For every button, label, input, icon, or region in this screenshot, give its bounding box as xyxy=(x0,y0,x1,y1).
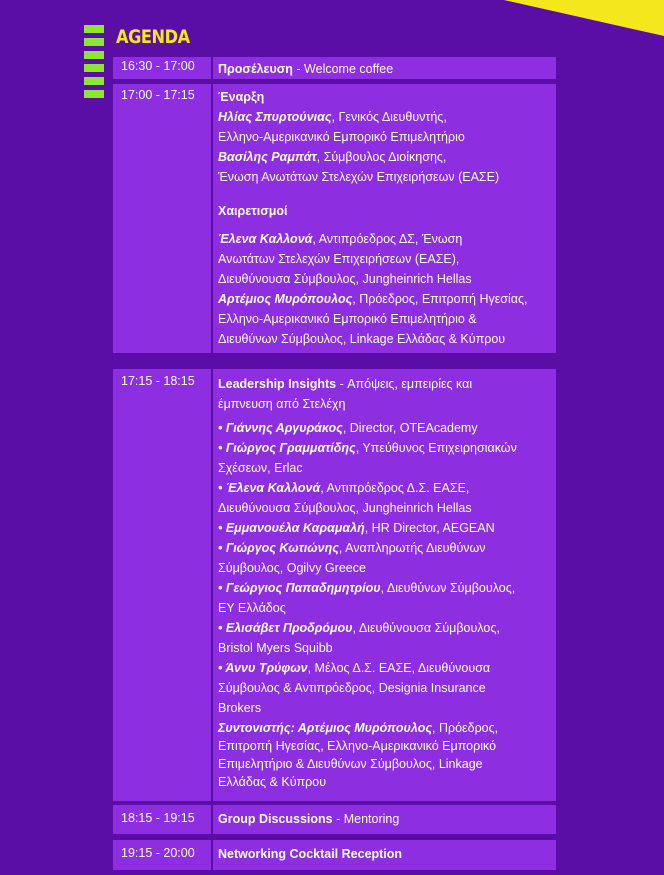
speaker-role-cont: Ελληνο-Αμερικανικό Εμπορικό Επιμελητήριο & xyxy=(218,312,477,326)
moderator-role-cont: Ελλάδας & Κύπρου xyxy=(218,775,327,789)
moderator-role-cont: Επιμελητήριο & Διευθύνων Σύμβουλος, Linkage xyxy=(218,757,483,771)
agenda-row xyxy=(113,805,556,834)
session-title: Networking Cocktail Reception xyxy=(218,847,403,861)
agenda-row xyxy=(113,57,556,79)
row-content xyxy=(213,805,556,834)
agenda-row xyxy=(113,84,556,353)
speaker-role-cont: Διευθύνουσα Σύμβουλος, Jungheinrich Hellas xyxy=(218,272,472,286)
speaker-role: , Αντιπρόεδρος Δ.Σ. ΕΑΣΕ, xyxy=(320,481,470,495)
speaker-name: Βασίλης Ραμπάτ xyxy=(218,150,317,164)
session-subtitle: - Mentoring xyxy=(332,812,400,826)
speaker-role-cont: EY Ελλάδος xyxy=(218,601,286,615)
speaker-role: , HR Director, AEGEAN xyxy=(364,521,495,535)
speaker-name: • Εμμανουέλα Καραμαλή xyxy=(218,521,365,535)
greetings-title: Χαιρετισμοί xyxy=(218,204,288,218)
speaker-name: • Γιώργος Γραμματίδης xyxy=(218,441,356,455)
speaker-role-cont: Σύμβουλος, Ogilvy Greece xyxy=(218,561,366,575)
speaker-role-cont: Bristol Myers Squibb xyxy=(218,641,333,655)
session-title: Προσέλευση xyxy=(218,62,293,76)
speaker-name: Ηλίας Σπυρτούνιας xyxy=(218,110,332,124)
row-time: 18:15 - 19:15 xyxy=(113,805,211,834)
moderator-role-cont: Επιτροπή Ηγεσίας, Ελληνο-Αμερικανικό Εμπορικό xyxy=(218,739,497,753)
corner-decoration xyxy=(384,0,664,40)
row-time: 17:15 - 18:15 xyxy=(113,369,211,801)
speaker-name: • Γιάννης Αργυράκος xyxy=(218,421,343,435)
session-title: Group Discussions xyxy=(218,812,333,826)
speaker-name: • Γεώργιος Παπαδημητρίου xyxy=(218,581,381,595)
speaker-role-cont: Σύμβουλος & Αντιπρόεδρος, Designia Insurance xyxy=(218,681,486,695)
agenda-row xyxy=(113,369,556,801)
speaker-name: • Ελισάβετ Προδρόμου xyxy=(218,621,353,635)
row-content xyxy=(213,57,556,79)
speaker-role: , Αναπληρωτής Διευθύνων xyxy=(338,541,486,555)
speaker-role: , Διευθύνων Σύμβουλος, xyxy=(380,581,516,595)
speaker-role: , Μέλος Δ.Σ. ΕΑΣΕ, Διευθύνουσα xyxy=(307,661,491,675)
green-bars-decoration xyxy=(84,25,104,103)
speaker-role: , Σύμβουλος Διοίκησης, xyxy=(316,150,447,164)
session-title: Leadership Insights xyxy=(218,377,337,391)
speaker-role: , Υπεύθυνος Επιχειρησιακών xyxy=(355,441,517,455)
speaker-role-cont: Ελληνο-Αμερικανικό Εμπορικό Επιμελητήριο xyxy=(218,130,465,144)
speaker-name: • Άννυ Τρύφων xyxy=(218,661,308,675)
session-subtitle: - Welcome coffee xyxy=(292,62,394,76)
session-subtitle: - Απόψεις, εμπειρίες και xyxy=(336,377,473,391)
speaker-role: , Διευθύνουσα Σύμβουλος, xyxy=(352,621,500,635)
speaker-role: , Αντιπρόεδρος ΔΣ, Ένωση xyxy=(312,232,463,246)
session-subtitle-cont: έμπνευση από Στελέχη xyxy=(218,397,346,411)
row-time: 19:15 - 20:00 xyxy=(113,840,211,870)
speaker-role-cont: Ανωτάτων Στελεχών Επιχειρήσεων (ΕΑΣΕ), xyxy=(218,252,460,266)
speaker-name: • Έλενα Καλλονά xyxy=(218,481,321,495)
speaker-role: , Γενικός Διευθυντής, xyxy=(331,110,447,124)
row-time: 16:30 - 17:00 xyxy=(113,57,211,79)
row-time: 17:00 - 17:15 xyxy=(113,84,211,353)
speaker-role: , Πρόεδρος, Επιτροπή Ηγεσίας, xyxy=(352,292,528,306)
speaker-role-cont: Brokers xyxy=(218,701,262,715)
agenda-row xyxy=(113,840,556,870)
speaker-role-cont: Διευθύνουσα Σύμβουλος, Jungheinrich Hellas xyxy=(218,501,472,515)
page-title: AGENDA xyxy=(116,26,190,48)
speaker-name: Έλενα Καλλονά xyxy=(218,232,313,246)
row-content xyxy=(213,369,556,801)
speaker-role-cont: Διευθύνων Σύμβουλος, Linkage Ελλάδας & Κύπρου xyxy=(218,332,506,346)
speaker-name: Αρτέμιος Μυρόπουλος xyxy=(218,292,353,306)
moderator-role: , Πρόεδρος, xyxy=(432,721,499,735)
opening-title: Έναρξη xyxy=(218,90,265,104)
speaker-name: • Γιώργος Κωτιώνης xyxy=(218,541,339,555)
row-content xyxy=(213,84,556,353)
speaker-role-cont: Σχέσεων, Erlac xyxy=(218,461,303,475)
row-content xyxy=(213,840,556,870)
speaker-role: , Director, OTEAcademy xyxy=(342,421,478,435)
speaker-role-cont: Ένωση Ανωτάτων Στελεχών Επιχειρήσεων (ΕΑΣΕ) xyxy=(218,170,500,184)
moderator-name: Συντονιστής: Αρτέμιος Μυρόπουλος xyxy=(218,721,432,735)
